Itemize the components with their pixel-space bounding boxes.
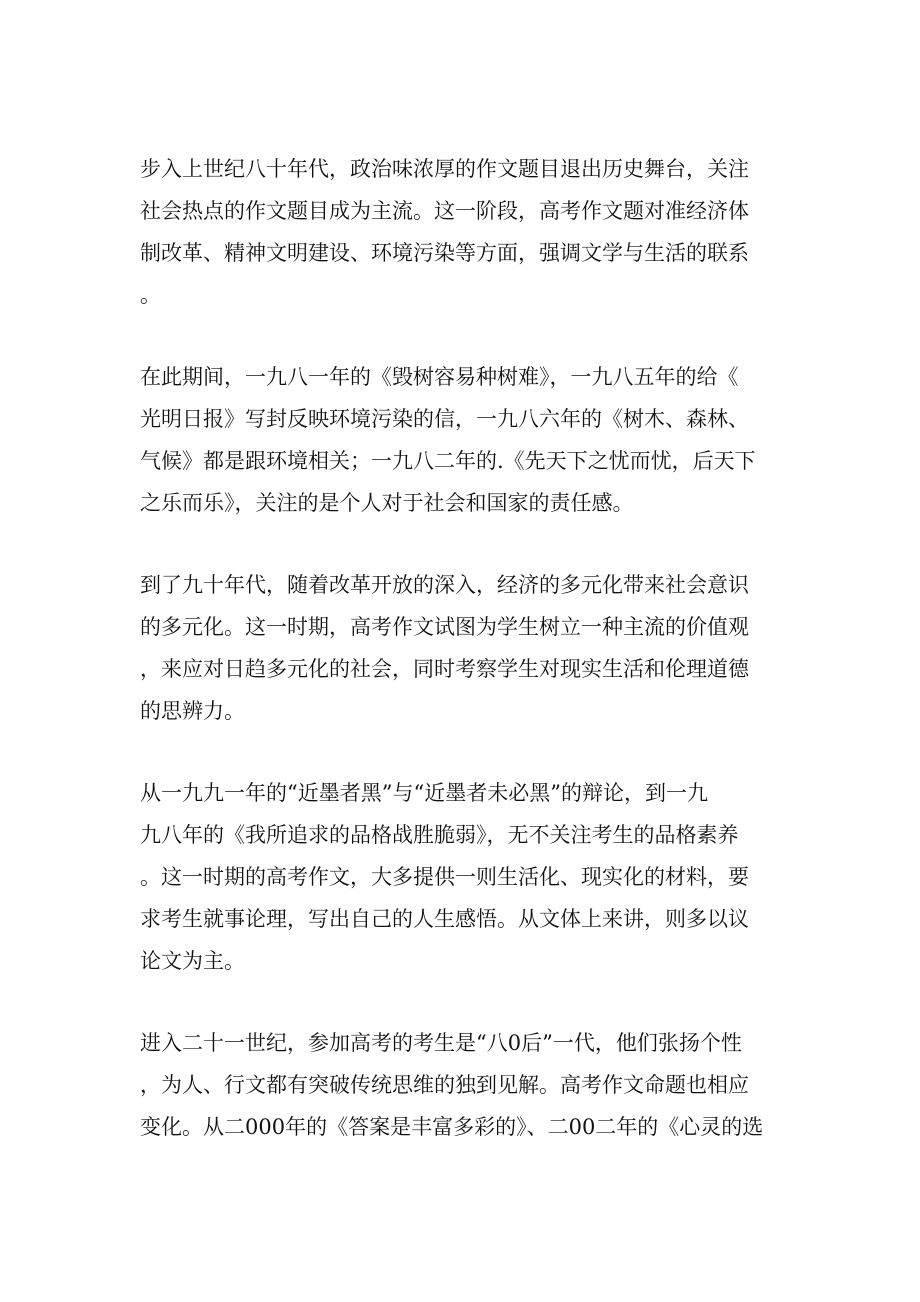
text-line: 社会热点的作文题目成为主流。这一阶段，高考作文题对准经济体 xyxy=(140,199,749,223)
paragraph-1990s-examples xyxy=(140,772,780,982)
text-line: 光明日报》写封反映环境污染的信，一九八六年的《树木、森林、 xyxy=(140,407,749,431)
text-line: 制改革、精神文明建设、环境污染等方面，强调文学与生活的联系 xyxy=(140,241,749,265)
text-line: 气候》都是跟环境相关；一九八二年的.《先天下之忧而忧，后天下 xyxy=(140,449,756,473)
paragraph-21st-century xyxy=(140,1022,780,1148)
paragraph-1990s-intro xyxy=(140,564,780,732)
text-line: 进入二十一世纪，参加高考的考生是“八0后”一代，他们张扬个性 xyxy=(140,1031,742,1055)
text-line: 到了九十年代，随着改革开放的深入，经济的多元化带来社会意识 xyxy=(140,573,749,597)
text-line: ，来应对日趋多元化的社会，同时考察学生对现实生活和伦理道德 xyxy=(140,657,749,681)
text-line: 变化。从二000年的《答案是丰富多彩的》、二00二年的《心灵的选 xyxy=(140,1115,764,1139)
text-line: 之乐而乐》，关注的是个人对于社会和国家的责任感。 xyxy=(140,491,634,515)
paragraph-1980s-examples xyxy=(140,356,780,524)
text-line: 的多元化。这一时期，高考作文试图为学生树立一种主流的价值观 xyxy=(140,615,749,639)
text-line: 求考生就事论理，写出自己的人生感悟。从文体上来讲，则多以议 xyxy=(140,907,749,931)
text-line: 步入上世纪八十年代，政治味浓厚的作文题目退出历史舞台，关注 xyxy=(140,157,749,181)
text-line: ，为人、行文都有突破传统思维的独到见解。高考作文命题也相应 xyxy=(140,1073,749,1097)
paragraph-1980s-intro xyxy=(140,148,780,316)
text-line: 的思辨力。 xyxy=(140,699,245,723)
text-line: 从一九九一年的“近墨者黑”与“近墨者未必黑”的辩论，到一九 xyxy=(140,781,708,805)
text-line: 在此期间，一九八一年的《毁树容易种树难》，一九八五年的给《 xyxy=(140,365,739,389)
text-line: 九八年的《我所追求的品格战胜脆弱》，无不关注考生的品格素养 xyxy=(140,823,739,847)
text-line: 。 xyxy=(140,283,161,307)
text-line: 。这一时期的高考作文，大多提供一则生活化、现实化的材料，要 xyxy=(140,865,749,889)
text-line: 论文为主。 xyxy=(140,949,245,973)
